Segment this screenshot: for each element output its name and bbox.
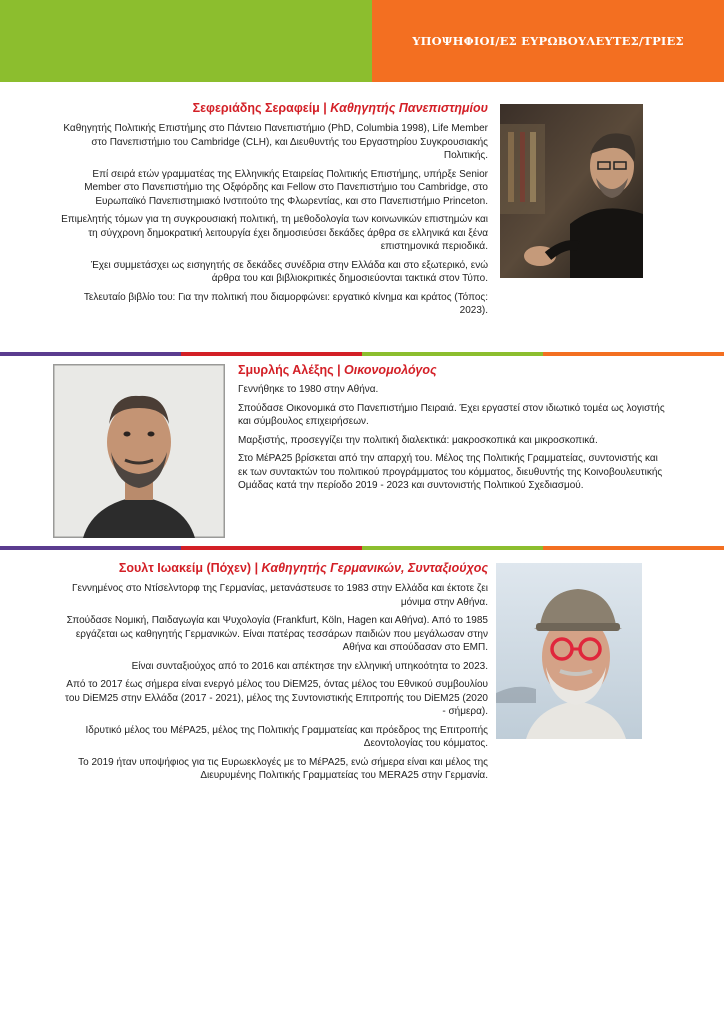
bio-paragraph: Γεννημένος στο Ντίσελντορφ της Γερμανίας, μετανάστευσε το 1983 στην Ελλάδα και έκτοτε ζει μόνιμα στην Αθήνα. xyxy=(72,583,488,608)
divider-segment-purple xyxy=(0,546,181,550)
candidate-role: Καθηγητής Πανεπιστημίου xyxy=(330,101,488,115)
bio-paragraph: Είναι συνταξιούχος από το 2016 και απέκτησε την ελληνική υπηκοότητα το 2023. xyxy=(131,660,488,672)
divider-segment-orange xyxy=(543,546,724,550)
candidate-photo-2 xyxy=(53,364,225,538)
bio-paragraph: Από το 2017 έως σήμερα είναι ενεργό μέλος του DiEM25, όντας μέλος του Εθνικού συμβουλίου του DiEM25 στην Ελλάδα (2017 - 2021), μέλος της Συντονιστικής Επιτροπής του DiEM25 (2020 - σήμερα). xyxy=(65,679,488,717)
heading-separator: | xyxy=(254,561,259,575)
divider-segment-green xyxy=(362,546,543,550)
divider-segment-orange xyxy=(543,352,724,356)
bio-paragraph: Ιδρυτικό μέλος του ΜέΡΑ25, μέλος της Πολιτικής Γραμματείας και πρόεδρος της Επιτροπής Δεοντολογίας του κόμματος. xyxy=(85,724,488,749)
page-title: ΥΠΟΨΗΦΙΟΙ/ΕΣ ΕΥΡΩΒΟΥΛΕΥΤΕΣ/ΤΡΙΕΣ xyxy=(412,34,684,48)
bio-paragraph: Γεννήθηκε το 1980 στην Αθήνα. xyxy=(238,384,379,395)
candidate-name: Σμυρλής Αλέξης xyxy=(238,363,334,377)
bio-paragraph: Στο ΜέΡΑ25 βρίσκεται από την απαρχή του. Μέλος της Πολιτικής Γραμματείας, συντονιστής και εκ των συντακτών του πολιτικού προγράμματος του κόμματος, διευθυντής της Κοινοβουλευτικής Ομάδας κατά την περίοδο 2019 - 2023 και συντονιστής Πολιτικού Σχεδιασμού. xyxy=(238,453,663,491)
divider-segment-red xyxy=(181,546,362,550)
candidate-photo-3 xyxy=(496,563,642,739)
candidate-name: Σεφεριάδης Σεραφείμ xyxy=(192,101,320,115)
bio-paragraph: Μαρξιστής, προσεγγίζει την πολιτική διαλεκτικά: μακροσκοπικά και μικροσκοπικά. xyxy=(238,434,598,446)
candidate-text-1 xyxy=(60,100,488,323)
candidate-role: Καθηγητής Γερμανικών, Συνταξιούχος xyxy=(261,561,488,575)
divider-segment-purple xyxy=(0,352,181,356)
heading-separator: | xyxy=(337,363,341,377)
candidate-text-2 xyxy=(238,362,668,498)
header-band-green xyxy=(0,0,372,82)
bio-paragraph: Επί σειρά ετών γραμματέας της Ελληνικής Εταιρείας Πολιτικής Επιστήμης, υπήρξε Senior Member στο Πανεπιστήμιο της Οξφόρδης και Fellow στο Πανεπιστήμιο του Cambridge, στο Ευρωπαϊκό Πανεπιστημιακό Ινστιτούτο της Φλωρεντίας, και στο Πανεπιστήμιο Princeton. xyxy=(84,168,488,207)
candidate-name: Σουλτ Ιωακείμ (Πόχεν) xyxy=(118,561,252,575)
bio-paragraph: Τελευταίο βιβλίο του: Για την πολιτική που διαμορφώνει: εργατικό κίνημα και κράτος (Τόπος: 2023). xyxy=(83,291,488,316)
divider-segment-green xyxy=(362,352,543,356)
bio-paragraph: Καθηγητής Πολιτικής Επιστήμης στο Πάντειο Πανεπιστήμιο (PhD, Columbia 1998), Life Member στο Πανεπιστήμιο του Cambridge (CLH), και Διευθυντής του Εργαστηρίου Συγκρουσιακής Πολιτικής. xyxy=(63,123,488,161)
candidate-heading xyxy=(60,560,488,576)
heading-separator: | xyxy=(323,101,327,115)
candidate-role: Οικονομολόγος xyxy=(344,363,437,377)
candidate-text-3 xyxy=(60,560,488,788)
candidate-photo-1 xyxy=(500,104,643,278)
bio-paragraph: Σπούδασε Οικονομικά στο Πανεπιστήμιο Πειραιά. Έχει εργαστεί στον ιδιωτικό τομέα ως λογιστής και σύμβουλος επιχειρήσεων. xyxy=(238,402,665,427)
bio-paragraph: Έχει συμμετάσχει ως εισηγητής σε δεκάδες συνέδρια στην Ελλάδα και στο εξωτερικό, ενώ άρθρα του και βιβλιοκριτικές δημοσιεύονται τακτικά στον Τύπο. xyxy=(90,259,488,284)
candidate-heading xyxy=(60,100,488,116)
section-divider xyxy=(0,352,724,356)
divider-segment-red xyxy=(181,352,362,356)
bio-paragraph: Επιμελητής τόμων για τη συγκρουσιακή πολιτική, τη μεθοδολογία των κοινωνικών επιστημών και τη σύγχρονη δημοκρατική λειτουργία έχει δημοσιεύσει δεκάδες άρθρα σε ελληνικά και ξένα επιστημονικά περιοδικά. xyxy=(61,214,488,252)
bio-paragraph: Το 2019 ήταν υποψήφιος για τις Ευρωεκλογές με το ΜέΡΑ25, ενώ σήμερα είναι και μέλος της Διευρυμένης Πολιτικής Γραμματείας του MERA25 στην Γερμανία. xyxy=(78,756,488,781)
candidate-heading xyxy=(238,362,668,378)
bio-paragraph: Σπούδασε Νομική, Παιδαγωγία και Ψυχολογία (Frankfurt, Köln, Hagen και Αθήνα). Από το 1985 εργάζεται ως καθηγητής Γερμανικών. Είναι πατέρας τεσσάρων παιδιών που μεγάλωσαν στην Αθήνα και σπούδασαν στο ΕΜΠ. xyxy=(66,615,488,653)
section-divider xyxy=(0,546,724,550)
